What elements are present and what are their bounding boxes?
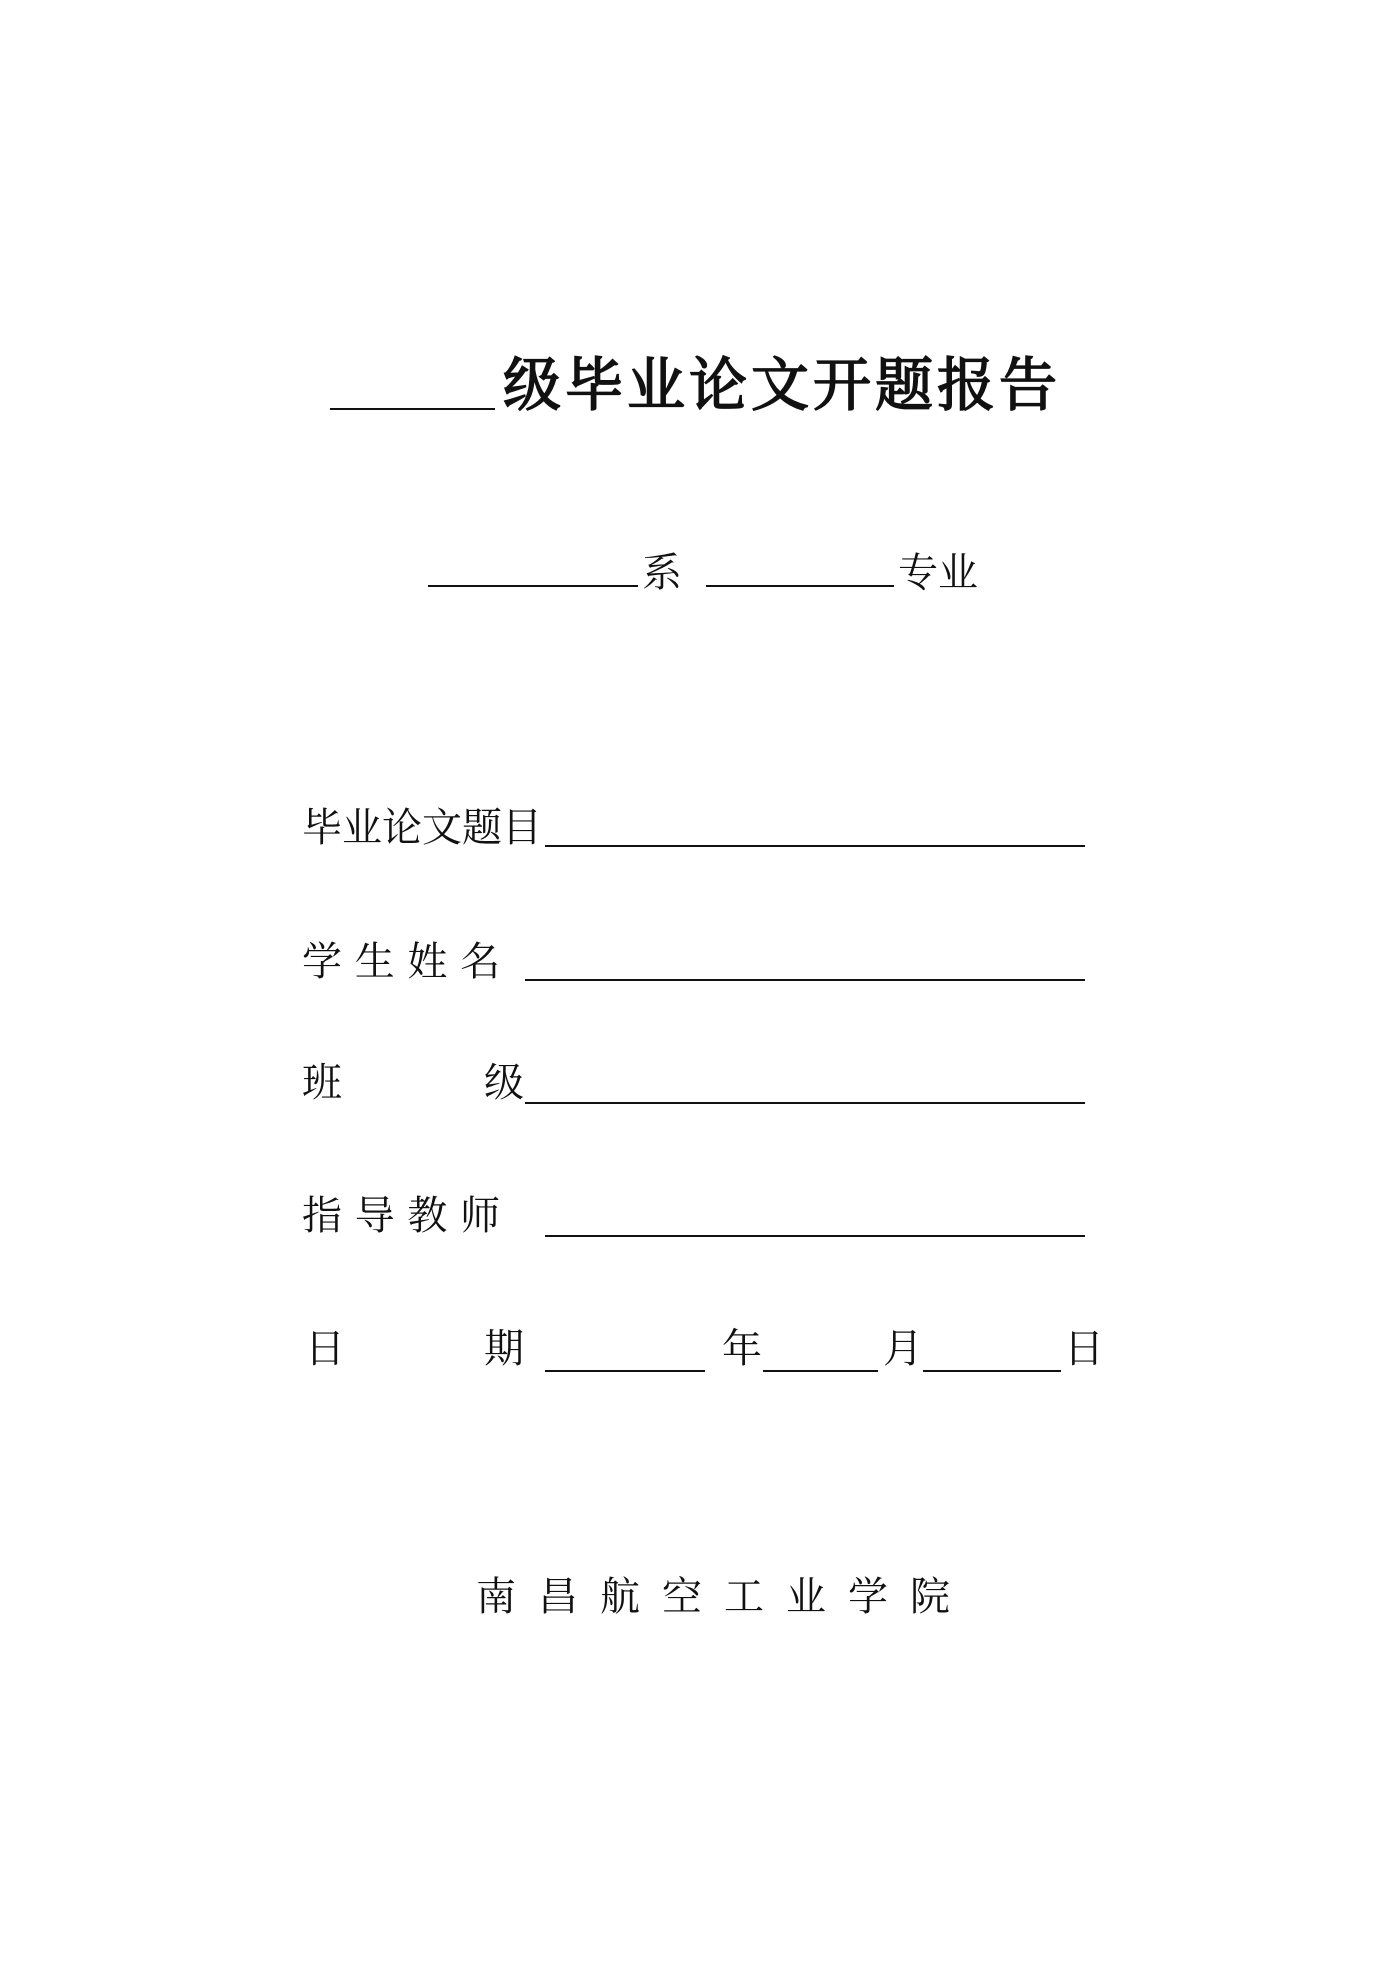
- date-label-second-char: 期: [484, 1326, 524, 1372]
- major-label: 专业: [898, 550, 978, 596]
- month-blank-line[interactable]: [763, 1370, 878, 1372]
- department-blank-line[interactable]: [428, 585, 638, 587]
- year-label: 年: [722, 1326, 762, 1372]
- advisor-blank-line[interactable]: [545, 1235, 1085, 1237]
- month-label: 月: [883, 1326, 923, 1372]
- student-name-blank-line[interactable]: [525, 979, 1085, 981]
- thesis-title-blank-line[interactable]: [545, 845, 1085, 847]
- day-blank-line[interactable]: [923, 1370, 1061, 1372]
- class-label-first-char: 班: [302, 1060, 342, 1106]
- class-blank-line[interactable]: [525, 1102, 1085, 1104]
- grade-blank-line[interactable]: [330, 408, 495, 410]
- day-label: 日: [1064, 1326, 1104, 1372]
- class-label-second-char: 级: [484, 1060, 524, 1106]
- major-blank-line[interactable]: [706, 585, 894, 587]
- year-blank-line[interactable]: [545, 1370, 705, 1372]
- student-name-label: 学 生 姓 名: [302, 939, 501, 985]
- advisor-label: 指 导 教 师: [302, 1193, 501, 1239]
- department-label: 系: [642, 550, 682, 596]
- date-label-first-char: 日: [305, 1326, 345, 1372]
- thesis-title-label: 毕业论文题目: [302, 805, 542, 851]
- institution-name: 南昌航空工业学院: [476, 1574, 972, 1620]
- page-title: 级毕业论文开题报告: [503, 351, 1062, 419]
